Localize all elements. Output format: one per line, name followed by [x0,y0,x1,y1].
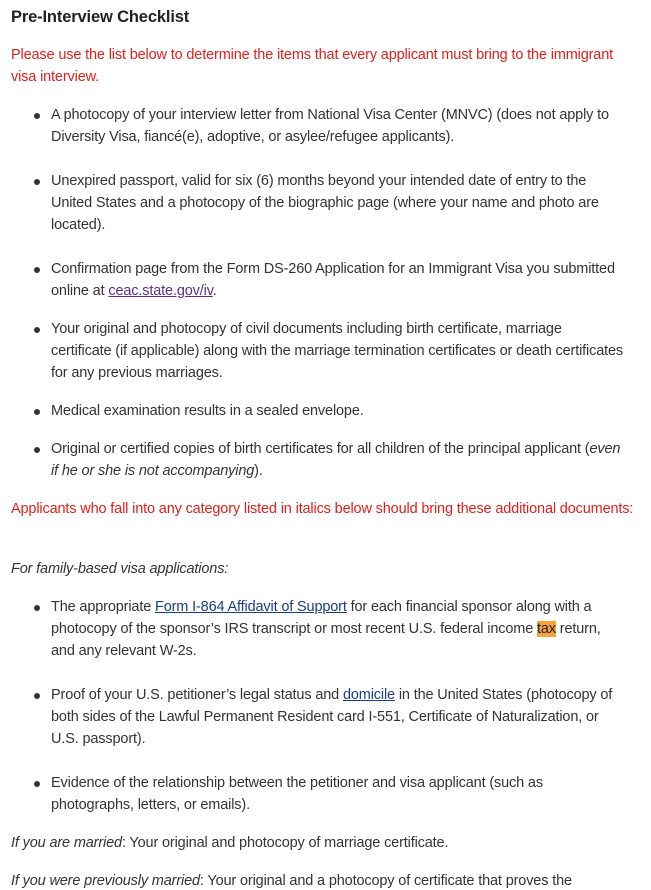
ceac-link[interactable]: ceac.state.gov/iv [108,283,213,299]
previously-married-note [11,870,636,890]
form-i864-link[interactable]: Form I-864 Affidavit of Support [155,599,347,615]
previously-married-text: : Your original and a photocopy of certificate that proves the [199,873,572,889]
bullet-icon [34,409,40,415]
list-item-italic: even if he or she is not accompanying [51,441,621,479]
list-item-text: Your original and photocopy of civil documents including birth certificate, marriage certificate (if applicable) along with the marriage termination certificates or death certificates for any previous marriages. [51,321,624,381]
list-item [51,400,626,422]
list-item [51,438,626,482]
list-item-text: Evidence of the relationship between the petitioner and visa applicant (such as photographs, letters, or emails). [51,775,543,813]
list-item-text: Proof of your U.S. petitioner’s legal status and [51,687,343,703]
intro-text: Please use the list below to determine the items that every applicant must bring to the immigrant visa interview. [11,47,614,85]
search-highlight: tax [536,621,556,637]
list-item-text: Original or certified copies of birth certificates for all children of the principal applicant ( [51,441,590,457]
bullet-icon [34,327,40,333]
list-item [51,170,626,236]
bullet-icon [34,267,40,273]
domicile-link[interactable]: domicile [342,687,395,703]
list-item [51,772,626,816]
page-title: Pre-Interview Checklist [11,8,190,26]
married-note [11,832,636,854]
list-item [51,596,626,662]
list-item-text: Confirmation page from the Form DS-260 Application for an Immigrant Visa you submitted online at [51,261,615,299]
list-item [51,318,626,384]
bullet-icon [34,781,40,787]
list-item-text: Unexpired passport, valid for six (6) months beyond your intended date of entry to the United States and a photocopy of the biographic page (where your name and photo are located). [51,173,599,233]
list-item [51,684,626,750]
list-item-text-end: return, and any relevant W-2s. [51,621,601,659]
list-item-text-end: . [212,283,217,299]
married-label: If you are married [11,835,122,851]
list-item [51,258,626,302]
family-heading: For family-based visa applications: [11,561,229,577]
bullet-icon [34,605,40,611]
list-item-text: Medical examination results in a sealed envelope. [51,403,364,419]
married-text: : Your original and photocopy of marriage certificate. [121,835,449,851]
bullet-icon [34,447,40,453]
list-item-text: A photocopy of your interview letter from National Visa Center (MNVC) (does not apply to Diversity Visa, fiancé(e), adoptive, or asylee/refugee applicants). [51,107,609,145]
list-item-text: The appropriate [51,599,155,615]
list-item-text-middle: for each financial sponsor along with a photocopy of the sponsor’s IRS transcript or most recent U.S. federal income [51,599,592,637]
bullet-icon [34,179,40,185]
bullet-icon [34,113,40,119]
bullet-icon [34,693,40,699]
additional-notice: Applicants who fall into any category listed in italics below should bring these additional documents: [11,501,634,517]
list-item-text-end: ). [254,463,263,479]
list-item [51,104,626,148]
list-item-text-end: in the United States (photocopy of both sides of the Lawful Permanent Resident card I-551, Certificate of Naturalization, or U.S. passport). [51,687,613,747]
previously-married-label: If you were previously married [11,873,200,889]
